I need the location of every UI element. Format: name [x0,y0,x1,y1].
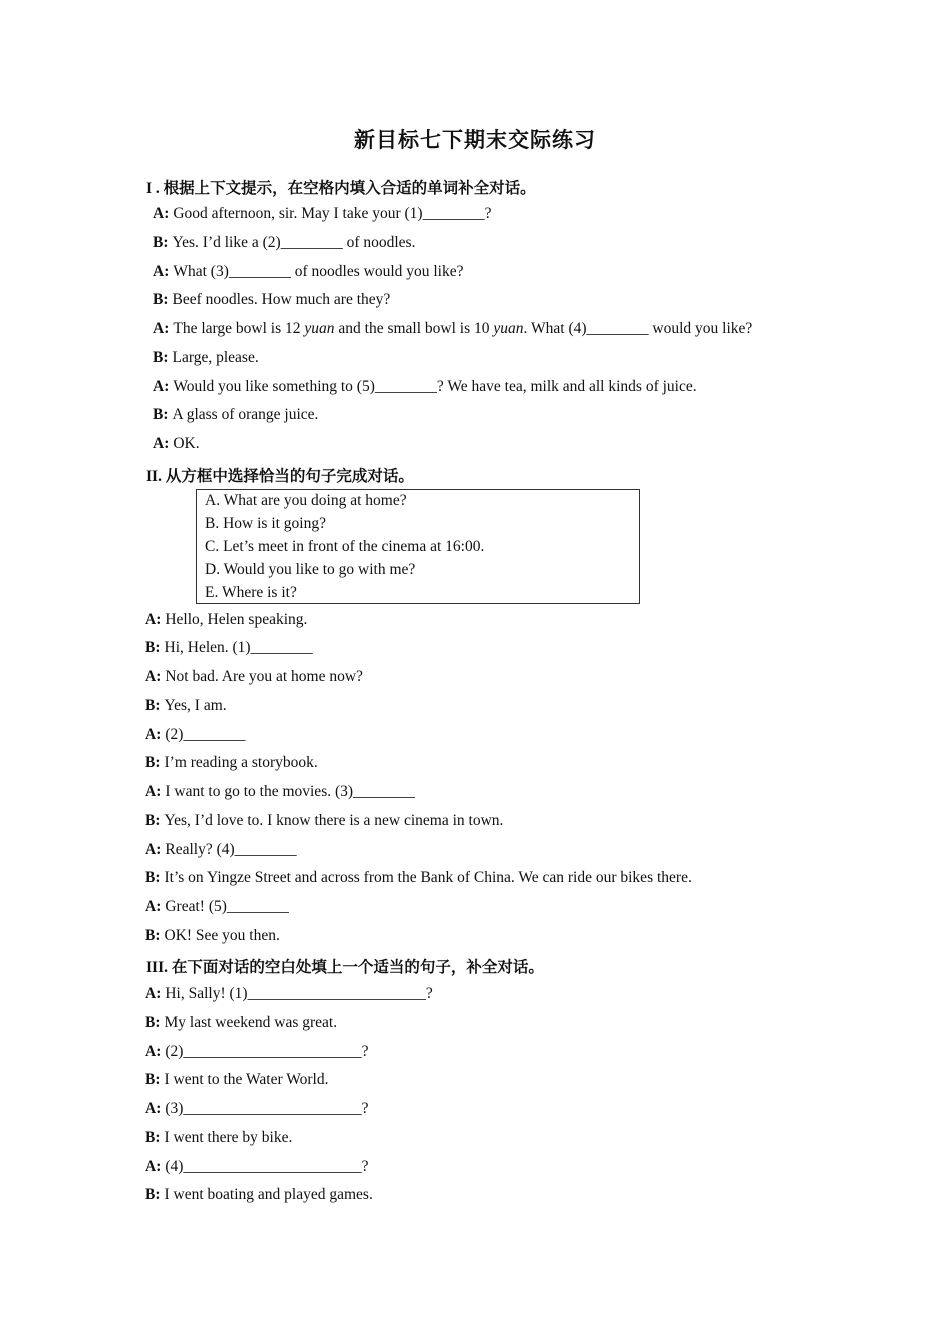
speaker-label: A: [145,1043,162,1060]
line-text: I want to go to the movies. (3)________ [165,783,416,800]
dialogue-line [145,1128,292,1148]
speaker-label: A: [153,320,170,337]
option-item: A. What are you doing at home? [205,492,407,509]
dialogue-line [145,1013,337,1033]
line-text: Really? (4)________ [165,841,297,858]
speaker-label: B: [145,639,161,656]
dialogue-line [145,696,227,716]
speaker-label: A: [145,1100,162,1117]
line-text: (3)_______________________? [165,1100,369,1117]
dialogue-line [145,897,289,917]
line-text: Yes. I’d like a (2)________ of noodles. [172,234,416,251]
line-text: (2)________ [165,726,246,743]
line-text: Good afternoon, sir. May I take your (1)________? [173,205,492,222]
line-text: Yes, I’d love to. I know there is a new cinema in town. [164,812,504,829]
line-text: Hi, Sally! (1)_______________________? [165,985,433,1002]
speaker-label: A: [153,263,170,280]
option-item: E. Where is it? [205,584,297,601]
line-text: Yes, I am. [164,697,227,714]
speaker-label: B: [153,234,169,251]
dialogue-line [145,1099,369,1119]
dialogue-line [145,610,307,630]
dialogue-line [145,840,297,860]
speaker-label: B: [153,406,169,423]
dialogue-line [153,319,752,339]
line-text: I went boating and played games. [164,1186,373,1203]
dialogue-line [153,377,697,397]
line-text: Would you like something to (5)________? We have tea, milk and all kinds of juice. [173,378,697,395]
dialogue-line [145,811,503,831]
speaker-label: A: [145,985,162,1002]
speaker-label: B: [145,1014,161,1031]
dialogue-line [145,725,245,745]
dialogue-line [145,638,313,658]
option-item: B. How is it going? [205,515,326,532]
line-text: Great! (5)________ [165,898,289,915]
dialogue-line [145,1185,373,1205]
speaker-label: B: [145,869,161,886]
page-title: 新目标七下期末交际练习 [354,128,596,152]
dialogue-line [153,262,464,282]
dialogue-line [145,667,363,687]
dialogue-line [153,348,259,368]
line-text: What (3)________ of noodles would you like? [173,263,464,280]
speaker-label: A: [153,205,170,222]
line-text: Hello, Helen speaking. [165,611,308,628]
line-text: (4)_______________________? [165,1158,369,1175]
line-text: OK. [173,435,200,452]
dialogue-line [145,1070,328,1090]
dialogue-line [145,868,692,888]
dialogue-line [153,204,491,224]
line-text: The large bowl is 12 [173,320,305,337]
dialogue-line [145,1042,369,1062]
line-text: I went to the Water World. [164,1071,329,1088]
speaker-label: B: [145,697,161,714]
section-3-heading: III. 在下面对话的空白处填上一个适当的句子，补全对话。 [146,959,544,976]
line-text: It’s on Yingze Street and across from the Bank of China. We can ride our bikes there. [164,869,692,886]
line-text: I’m reading a storybook. [164,754,318,771]
dialogue-line [153,290,390,310]
section-1-heading: I . 根据上下文提示，在空格内填入合适的单词补全对话。 [146,180,536,197]
speaker-label: B: [145,927,161,944]
speaker-label: B: [153,291,169,308]
speaker-label: A: [145,668,162,685]
option-item: C. Let’s meet in front of the cinema at 16:00. [205,538,485,555]
line-text: I went there by bike. [164,1129,293,1146]
speaker-label: B: [145,1071,161,1088]
dialogue-line [145,984,433,1004]
dialogue-line [145,1157,369,1177]
line-text: My last weekend was great. [164,1014,338,1031]
speaker-label: A: [145,783,162,800]
line-text: and the small bowl is 10 [334,320,494,337]
dialogue-line [153,233,415,253]
speaker-label: A: [145,841,162,858]
speaker-label: B: [145,754,161,771]
speaker-label: A: [145,611,162,628]
speaker-label: A: [145,1158,162,1175]
line-text: Large, please. [172,349,259,366]
line-text: A glass of orange juice. [172,406,319,423]
line-text: . What (4)________ would you like? [523,320,753,337]
line-text: Hi, Helen. (1)________ [164,639,313,656]
speaker-label: B: [145,1186,161,1203]
line-text: OK! See you then. [164,927,280,944]
speaker-label: B: [145,812,161,829]
line-text-italic: yuan [304,320,335,337]
dialogue-line [145,926,280,946]
options-box [196,489,640,604]
dialogue-line [145,782,415,802]
line-text: Not bad. Are you at home now? [165,668,363,685]
dialogue-line [153,434,200,454]
speaker-label: A: [153,435,170,452]
dialogue-line [153,405,318,425]
dialogue-line [145,753,318,773]
line-text: (2)_______________________? [165,1043,369,1060]
line-text: Beef noodles. How much are they? [172,291,391,308]
speaker-label: A: [145,898,162,915]
speaker-label: A: [153,378,170,395]
option-item: D. Would you like to go with me? [205,561,416,578]
speaker-label: B: [145,1129,161,1146]
section-2-heading: II. 从方框中选择恰当的句子完成对话。 [146,468,414,485]
line-text-italic: yuan [493,320,524,337]
speaker-label: A: [145,726,162,743]
speaker-label: B: [153,349,169,366]
